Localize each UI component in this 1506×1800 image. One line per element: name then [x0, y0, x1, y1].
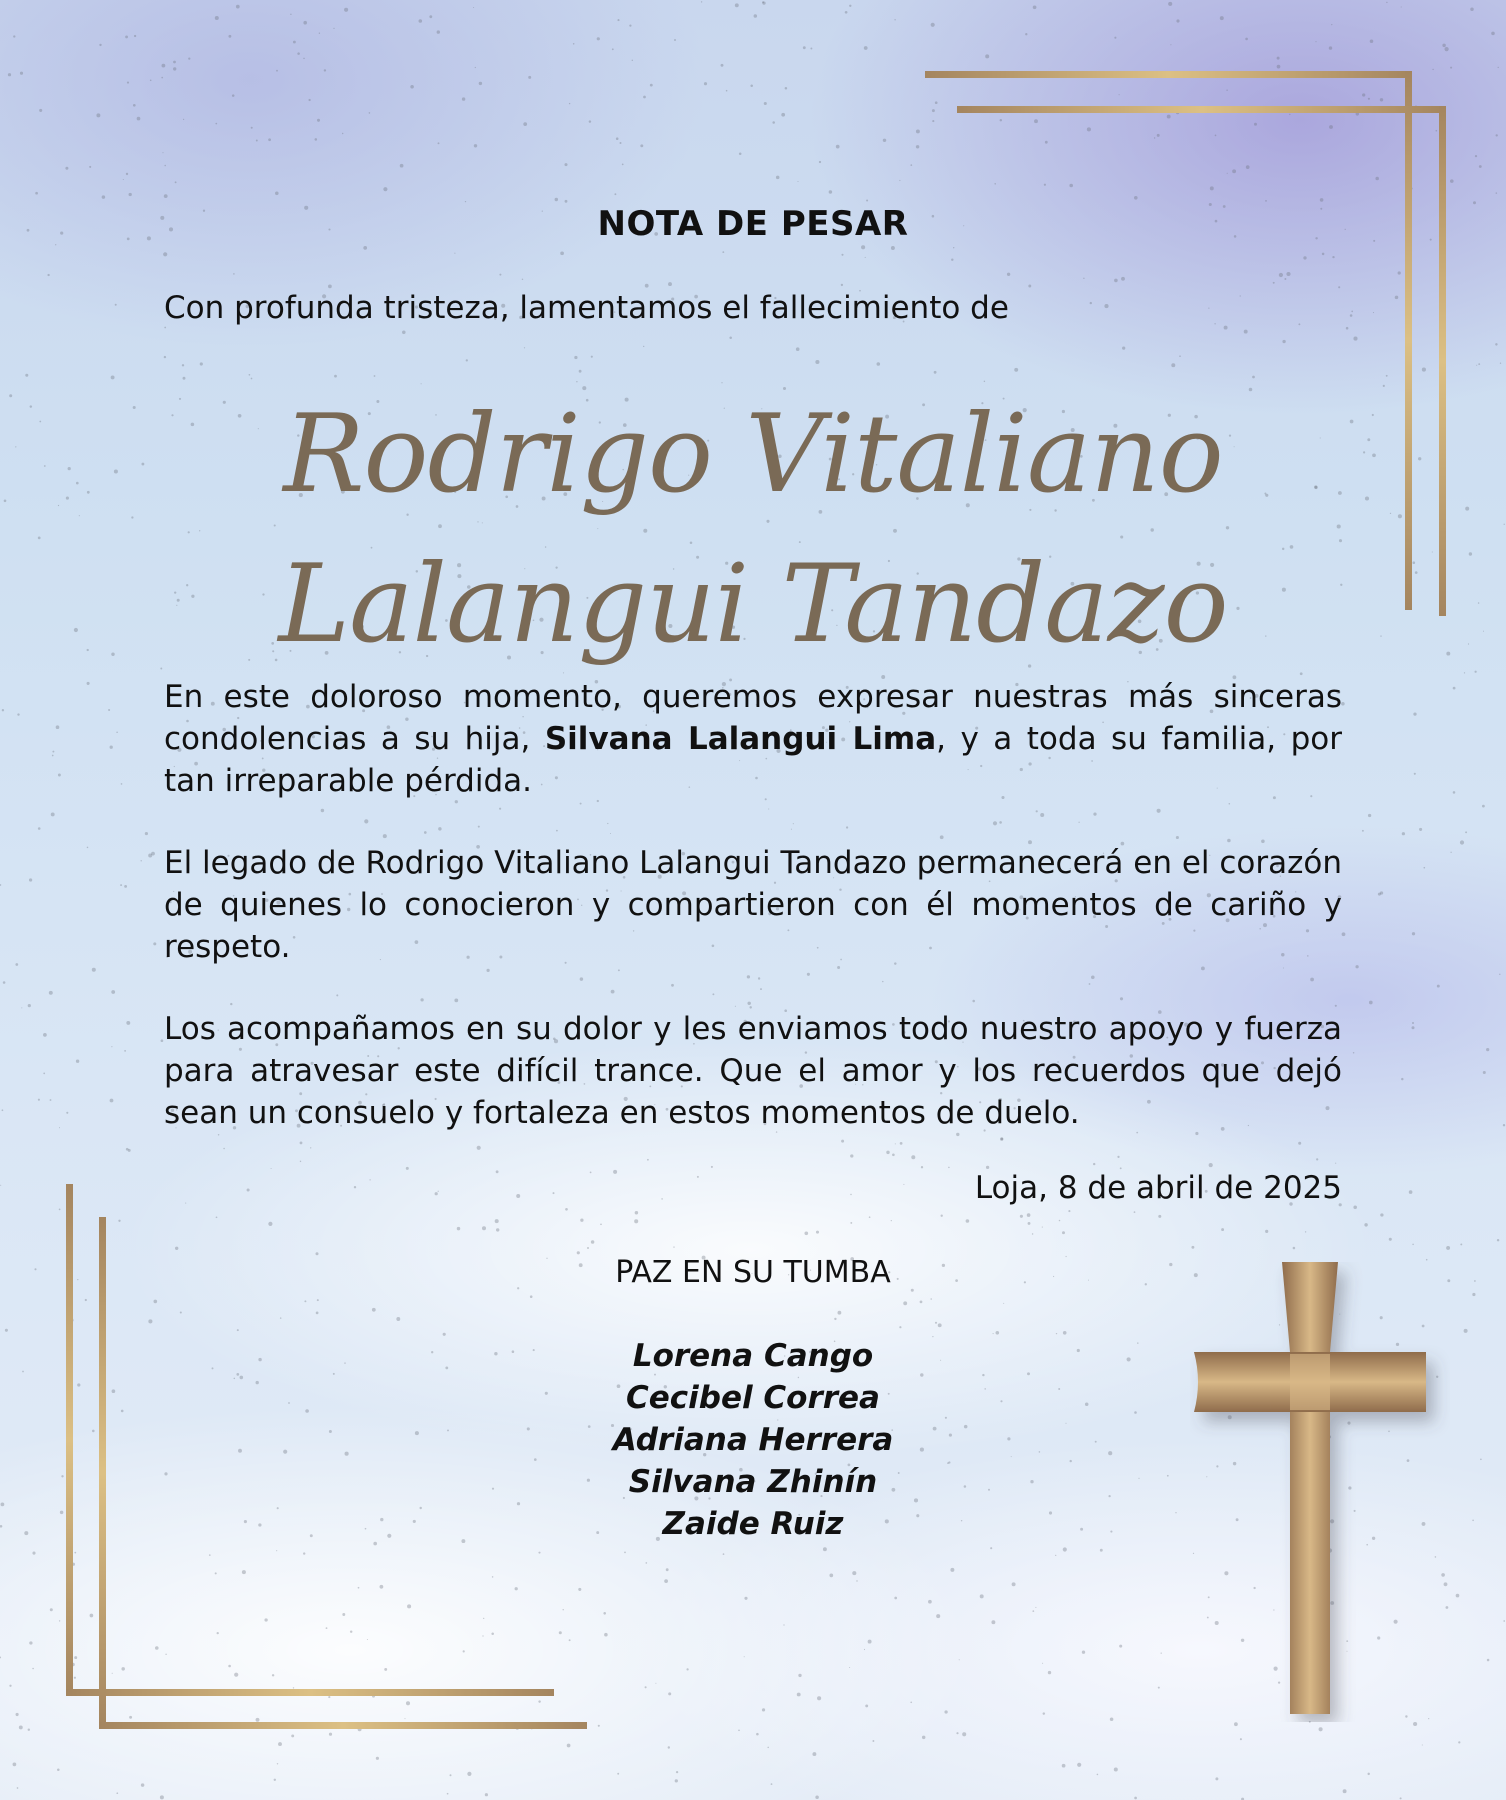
frame-top-right-inner-h	[957, 106, 1446, 113]
condolence-text-end: , y a toda su familia, por tan irreparable pérdida.	[164, 721, 1342, 799]
signer-name: Lorena Cango	[632, 1338, 874, 1374]
intro-text: Con profunda tristeza, lamentamos el fallecimiento de	[164, 290, 1009, 326]
closing-phrase: PAZ EN SU TUMBA	[615, 1255, 891, 1290]
page-title: NOTA DE PESAR	[597, 204, 909, 244]
frame-bottom-left-inner-h	[99, 1722, 587, 1729]
condolence-paragraph	[164, 676, 1342, 802]
frame-top-right-outer-v	[1405, 71, 1412, 610]
frame-bottom-left-outer-v	[66, 1184, 73, 1696]
frame-top-right-inner-v	[1439, 106, 1446, 616]
legacy-paragraph: El legado de Rodrigo Vitaliano Lalangui Tandazo permanecerá en el corazón de quienes lo conocieron y compartieron con él momentos de cariño y respeto.	[164, 845, 1342, 965]
date-line: Loja, 8 de abril de 2025	[974, 1170, 1342, 1206]
condolence-text-start: En este doloroso momento, queremos expresar nuestras más sinceras condolencias a su hija,	[164, 679, 1342, 757]
signer-name: Silvana Zhinín	[628, 1464, 878, 1500]
deceased-name-line1: Rodrigo Vitaliano	[283, 392, 1223, 517]
signer-name: Adriana Herrera	[612, 1422, 894, 1458]
daughter-name: Silvana Lalangui Lima	[544, 721, 937, 757]
cross-icon	[1190, 1262, 1450, 1722]
signer-name: Cecibel Correa	[626, 1380, 880, 1416]
frame-bottom-left-inner-v	[99, 1217, 106, 1729]
frame-top-right-outer-h	[925, 71, 1412, 78]
support-paragraph: Los acompañamos en su dolor y les enviamos todo nuestro apoyo y fuerza para atravesar este difícil trance. Que el amor y los recuerdos que dejó sean un consuelo y fortaleza en estos momentos de duelo.	[164, 1011, 1342, 1131]
signers-list	[164, 1335, 1342, 1545]
deceased-name	[164, 380, 1342, 680]
frame-bottom-left-outer-h	[66, 1689, 554, 1696]
deceased-name-line2: Lalangui Tandazo	[278, 542, 1228, 667]
signer-name: Zaide Ruiz	[662, 1506, 844, 1542]
